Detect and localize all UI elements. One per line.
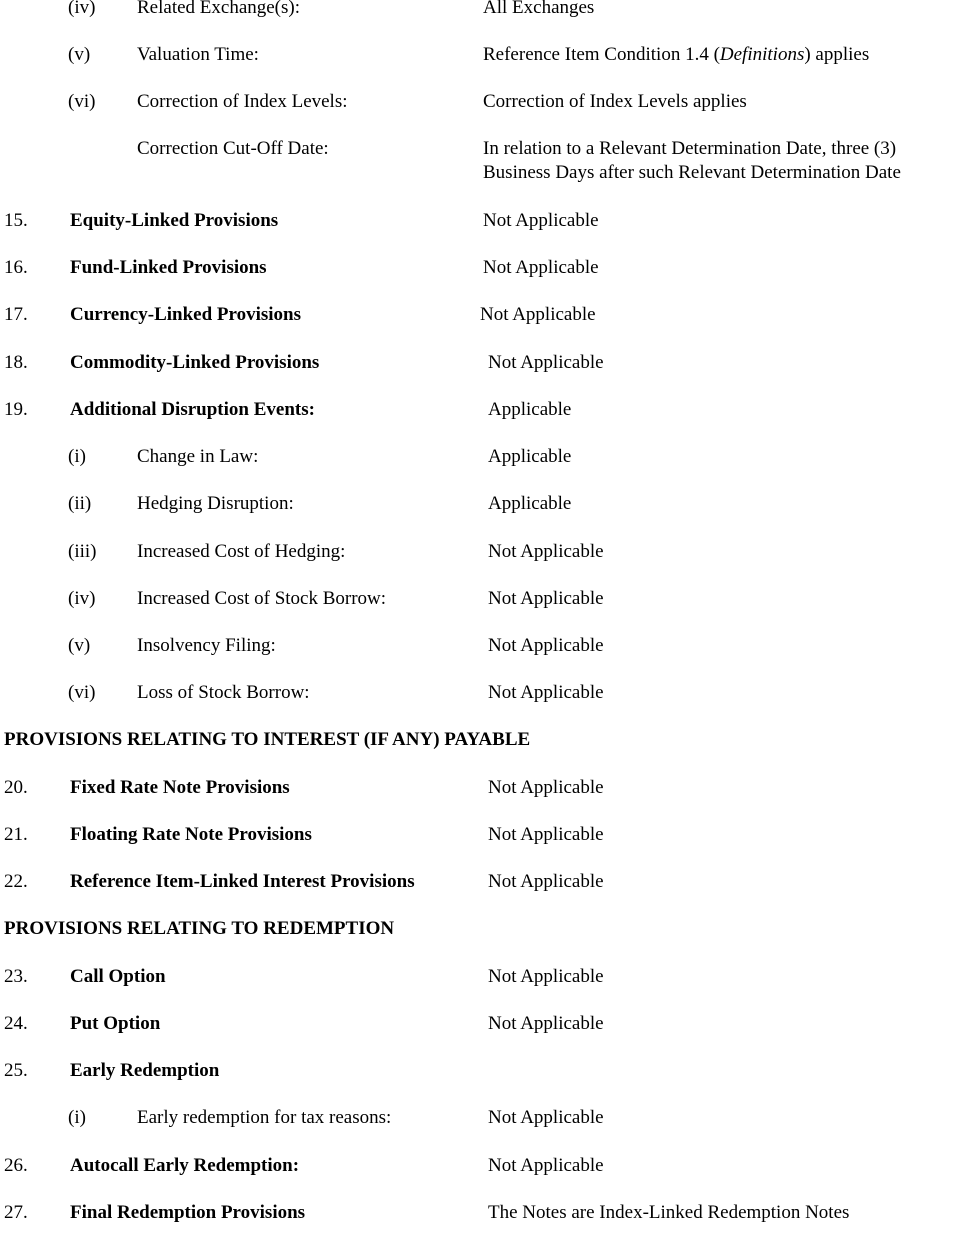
item-value: Not Applicable: [488, 352, 604, 373]
value-text-italic: Definitions: [719, 44, 805, 65]
subitem-number: (vi): [68, 91, 96, 112]
subitem-label: Change in Law:: [137, 446, 259, 467]
subitem-number: (iv): [68, 0, 96, 18]
item-value: Not Applicable: [480, 304, 596, 325]
item-label: Autocall Early Redemption:: [70, 1155, 300, 1176]
item-autocall-early-redemption: [0, 1155, 960, 1195]
section-heading: PROVISIONS RELATING TO INTEREST (IF ANY) PAYABLE: [4, 729, 531, 750]
subitem-number: (v): [68, 44, 91, 65]
item-value: Applicable: [488, 399, 572, 420]
subitem-label: Early redemption for tax reasons:: [137, 1107, 392, 1128]
subitem-value: Applicable: [488, 446, 572, 467]
item-additional-disruption-events: [0, 399, 960, 439]
subitem-value-line2: Business Days after such Relevant Determination Date: [483, 162, 901, 183]
item-floating-rate-note: [0, 824, 960, 864]
item-label: Put Option: [70, 1013, 161, 1034]
item-value: Not Applicable: [488, 824, 604, 845]
item-label: Fund-Linked Provisions: [70, 257, 267, 278]
subitem-label: Correction Cut-Off Date:: [137, 138, 329, 159]
subitem-value: Not Applicable: [488, 588, 604, 609]
subitem-correction-cutoff-date: [0, 138, 960, 188]
subitem-value-line1: In relation to a Relevant Determination Date, three (3): [483, 138, 897, 159]
item-number: 17.: [4, 304, 28, 325]
item-label: Final Redemption Provisions: [70, 1202, 306, 1223]
subitem-increased-cost-stock-borrow: [0, 588, 960, 628]
item-label: Early Redemption: [70, 1060, 220, 1081]
item-value: Not Applicable: [488, 871, 604, 892]
subitem-number: (i): [68, 1107, 86, 1128]
item-number: 21.: [4, 824, 28, 845]
item-fund-linked: [0, 257, 960, 297]
item-label: Call Option: [70, 966, 166, 987]
item-number: 19.: [4, 399, 28, 420]
item-label: Floating Rate Note Provisions: [70, 824, 312, 845]
item-label: Currency-Linked Provisions: [70, 304, 302, 325]
section-heading-interest: [0, 729, 960, 769]
item-final-redemption: [0, 1202, 960, 1242]
subitem-change-in-law: [0, 446, 960, 486]
subitem-value: Not Applicable: [488, 1107, 604, 1128]
subitem-value: Not Applicable: [488, 635, 604, 656]
item-commodity-linked: [0, 352, 960, 392]
subitem-value: [483, 44, 869, 66]
subitem-value: Correction of Index Levels applies: [483, 91, 747, 112]
subitem-hedging-disruption: [0, 493, 960, 533]
subitem-label: Related Exchange(s):: [137, 0, 301, 18]
item-value: Not Applicable: [488, 777, 604, 798]
subitem-correction-index-levels: [0, 91, 960, 131]
item-value: Not Applicable: [488, 1013, 604, 1034]
subitem-number: (ii): [68, 493, 92, 514]
subitem-related-exchanges: [0, 0, 960, 37]
item-number: 27.: [4, 1202, 28, 1223]
item-number: 16.: [4, 257, 28, 278]
item-number: 18.: [4, 352, 28, 373]
value-text-post: ) applies: [804, 44, 870, 65]
subitem-loss-of-stock-borrow: [0, 682, 960, 722]
item-number: 23.: [4, 966, 28, 987]
subitem-value: All Exchanges: [483, 0, 595, 18]
item-number: 20.: [4, 777, 28, 798]
item-fixed-rate-note: [0, 777, 960, 817]
item-value: Not Applicable: [488, 1155, 604, 1176]
subitem-number: (i): [68, 446, 86, 467]
item-reference-item-linked-interest: [0, 871, 960, 911]
value-text-pre: Reference Item Condition 1.4 (: [483, 44, 720, 65]
subitem-value: Applicable: [488, 493, 572, 514]
subitem-label: Valuation Time:: [137, 44, 259, 65]
item-number: 25.: [4, 1060, 28, 1081]
item-early-redemption: [0, 1060, 960, 1100]
item-number: 24.: [4, 1013, 28, 1034]
item-number: 26.: [4, 1155, 28, 1176]
subitem-valuation-time: [0, 44, 960, 84]
section-heading: PROVISIONS RELATING TO REDEMPTION: [4, 918, 395, 939]
item-value: Not Applicable: [483, 210, 599, 231]
subitem-increased-cost-hedging: [0, 541, 960, 581]
item-number: 15.: [4, 210, 28, 231]
item-label: Fixed Rate Note Provisions: [70, 777, 290, 798]
subitem-number: (vi): [68, 682, 96, 703]
subitem-number: (iv): [68, 588, 96, 609]
subitem-label: Correction of Index Levels:: [137, 91, 348, 112]
subitem-value: Not Applicable: [488, 682, 604, 703]
item-call-option: [0, 966, 960, 1006]
subitem-value: Not Applicable: [488, 541, 604, 562]
subitem-insolvency-filing: [0, 635, 960, 675]
item-equity-linked: [0, 210, 960, 250]
subitem-label: Increased Cost of Stock Borrow:: [137, 588, 387, 609]
item-label: Equity-Linked Provisions: [70, 210, 279, 231]
item-put-option: [0, 1013, 960, 1053]
section-heading-redemption: [0, 918, 960, 958]
subitem-number: (iii): [68, 541, 97, 562]
item-value: Not Applicable: [488, 966, 604, 987]
item-label: Commodity-Linked Provisions: [70, 352, 320, 373]
item-label: Additional Disruption Events:: [70, 399, 315, 420]
subitem-label: Insolvency Filing:: [137, 635, 276, 656]
item-number: 22.: [4, 871, 28, 892]
subitem-number: (v): [68, 635, 91, 656]
subitem-label: Increased Cost of Hedging:: [137, 541, 346, 562]
item-value: Not Applicable: [483, 257, 599, 278]
item-label: Reference Item-Linked Interest Provisions: [70, 871, 415, 892]
subitem-label: Hedging Disruption:: [137, 493, 294, 514]
subitem-label: Loss of Stock Borrow:: [137, 682, 310, 703]
subitem-early-redemption-tax: [0, 1107, 960, 1147]
item-value: The Notes are Index-Linked Redemption Notes: [488, 1202, 850, 1223]
item-currency-linked: [0, 304, 960, 344]
